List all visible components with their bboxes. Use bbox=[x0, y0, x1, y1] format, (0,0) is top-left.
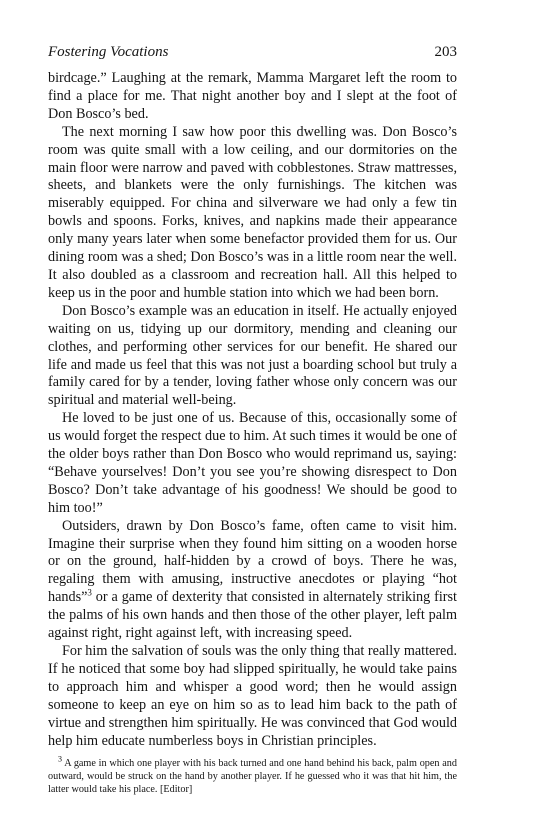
paragraph-text: or a game of dexterity that consisted in alternately striking first the palms of his own hands and then those of the other player, left palm against right, right against left, with increasing speed. bbox=[48, 589, 457, 642]
footnote-text: A game in which one player with his back turned and one hand behind his back, palm open and outward, would be struck on the hand by another player. If he guessed who it was that hit him, the latter would take his place. [Editor] bbox=[48, 758, 457, 795]
running-title: Fostering Vocations bbox=[48, 44, 169, 60]
body-text bbox=[48, 70, 457, 750]
paragraph: The next morning I saw how poor this dwelling was. Don Bosco’s room was quite small with a low ceiling, and our dormitories on the main floor were narrow and paved with cobblestones. Straw mattresses, sheets, and blankets were the only furnishings. The kitchen was miserably equipped. For china and silverware we had only a few tin bowls and spoons. Forks, knives, and napkins made their appearance only many years later when some benefactor provided them for us. Our dining room was a shed; Don Bosco’s was in a little room near the well. It also doubled as a classroom and recreation hall. All this helped to keep us in the poor and humble station into which we had been born. bbox=[48, 123, 457, 301]
paragraph bbox=[48, 518, 457, 643]
paragraph: For him the salvation of souls was the only thing that really mattered. If he noticed that some boy had slipped spiritually, he would take pains to approach him and whisper a good word; then he would assign someone to keep an eye on him so as to lead him back to the path of virtue and strengthen him spiritually. He was convinced that God would help him educate numberless boys in Christian principles. bbox=[48, 643, 457, 749]
paragraph: Don Bosco’s example was an education in itself. He actually enjoyed waiting on us, tidying up our dormitory, mending and cleaning our clothes, and performing other services for our benefit. He shared our life and made us feel that this was not just a boarding school but truly a family cared for by a tender, loving father whose only concern was our spiritual and material well-being. bbox=[48, 302, 457, 409]
footnote-mark: 3 bbox=[58, 755, 62, 765]
page-number: 203 bbox=[434, 44, 457, 60]
running-header bbox=[48, 44, 457, 70]
footnote bbox=[48, 755, 457, 796]
paragraph: He loved to be just one of us. Because of this, occasionally some of us would forget the respect due to him. At such times it would be one of the older boys rather than Don Bosco who would reprimand us, saying: “Behave yourselves! Don’t you see you’re showing disrespect to Don Bosco? Don’t take advantage of his goodness! We should be good to him too!” bbox=[48, 410, 457, 516]
paragraph-text: Outsiders, drawn by Don Bosco’s fame, often came to visit him. Imagine their surprise when they found him sitting on a wooden horse or on the ground, half-hidden by a crowd of boys. There he was, regaling them with amusing, instructive anecdotes or playing “hot hands” bbox=[48, 517, 457, 606]
footnote-reference[interactable]: 3 bbox=[87, 587, 92, 598]
paragraph: birdcage.” Laughing at the remark, Mamma Margaret left the room to find a place for me. That night another boy and I slept at the foot of Don Bosco’s bed. bbox=[48, 70, 457, 122]
